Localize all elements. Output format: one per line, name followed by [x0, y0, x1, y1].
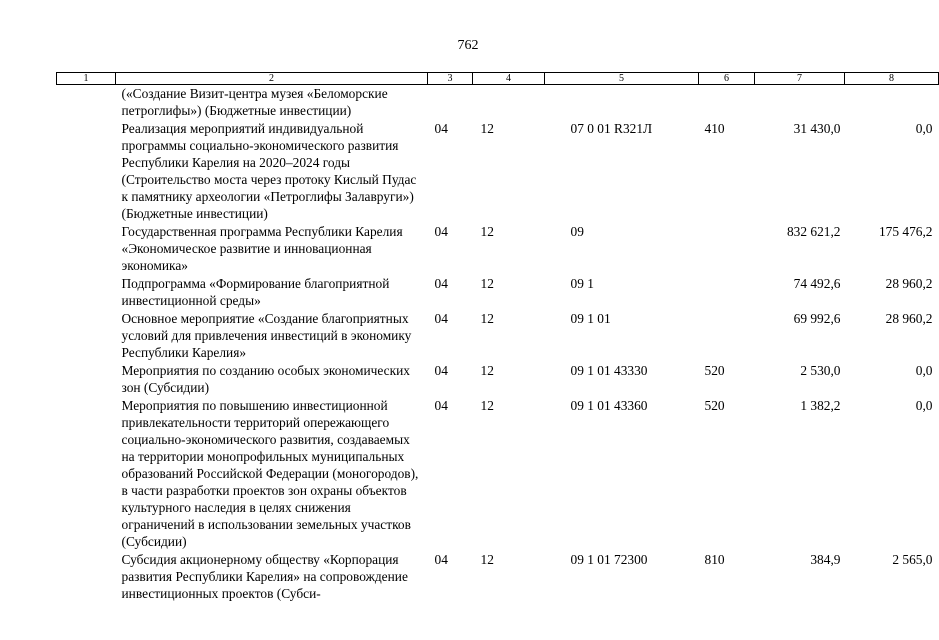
- column-header-5: 5: [545, 73, 699, 85]
- column-header-6: 6: [699, 73, 755, 85]
- amount-col8: [845, 85, 939, 121]
- table-row: [57, 397, 939, 551]
- section-code: 04: [434, 311, 448, 326]
- subsection-code: 12: [480, 398, 494, 413]
- target-article-code: 09 1 01 43360: [570, 398, 648, 413]
- amount-col7: 69 992,6: [793, 311, 841, 326]
- subsection-code: 12: [480, 224, 494, 239]
- section-code: 04: [434, 121, 448, 136]
- expense-name: Основное мероприятие «Создание благоприятных условий для привлечения инвестиций в экономику Республики Карелия»: [121, 311, 412, 360]
- expense-type-code: 410: [704, 121, 725, 136]
- expense-name: Государственная программа Республики Карелия «Экономическое развитие и инновационная экономика»: [121, 224, 403, 273]
- expense-name: Реализация мероприятий индивидуальной программы социально-экономического развития Республики Карелия на 2020–2024 годы (Строительство моста через протоку Кислый Пудас к памятнику археологии «Петроглифы Залавруги») (Бюджетные инвестиции): [121, 121, 417, 221]
- amount-col7: 74 492,6: [793, 276, 841, 291]
- table-row: [57, 275, 939, 310]
- amount-col7: 384,9: [810, 552, 841, 567]
- expense-name: Мероприятия по повышению инвестиционной привлекательности территорий опережающего социально-экономического развития, создаваемых на территории монопрофильных муниципальных образований Российской Федерации (моногородов), в части разработки проектов зон охраны объектов культурного наследия в целях снижения ограничений в использовании земельных участков (Субсидии): [121, 398, 419, 549]
- expense-type-code: 810: [704, 552, 725, 567]
- target-article-code: 09: [570, 224, 584, 239]
- expense-type-code: [699, 85, 755, 121]
- amount-col8: 0,0: [915, 398, 933, 413]
- row-index-cell: [57, 223, 116, 275]
- target-article-code: 09 1 01: [570, 311, 611, 326]
- subsection-code: [473, 85, 545, 121]
- section-code: 04: [434, 552, 448, 567]
- expense-type-code: [699, 275, 755, 310]
- subsection-code: 12: [480, 363, 494, 378]
- column-header-7: 7: [755, 73, 845, 85]
- expense-name: Мероприятия по созданию особых экономических зон (Субсидии): [121, 363, 410, 395]
- section-code: [428, 85, 473, 121]
- row-index-cell: [57, 362, 116, 397]
- target-article-code: 09 1: [570, 276, 594, 291]
- table-row: [57, 551, 939, 603]
- expense-type-code: [699, 310, 755, 362]
- page-number: 762: [457, 38, 479, 53]
- expense-name: Субсидия акционерному обществу «Корпорация развития Республики Карелия» на сопровождение инвестиционных проектов (Субси-: [121, 552, 408, 601]
- amount-col8: 175 476,2: [878, 224, 933, 239]
- expense-name: Подпрограмма «Формирование благоприятной инвестиционной среды»: [121, 276, 390, 308]
- subsection-code: 12: [480, 276, 494, 291]
- budget-table: [56, 72, 939, 603]
- row-index-cell: [57, 397, 116, 551]
- section-code: 04: [434, 363, 448, 378]
- table-row: [57, 362, 939, 397]
- row-index-cell: [57, 120, 116, 223]
- column-number-header: [57, 73, 939, 85]
- column-header-4: 4: [473, 73, 545, 85]
- subsection-code: 12: [480, 552, 494, 567]
- column-header-3: 3: [428, 73, 473, 85]
- row-index-cell: [57, 310, 116, 362]
- target-article-code: [545, 85, 699, 121]
- expense-type-code: 520: [704, 363, 725, 378]
- expense-type-code: [699, 223, 755, 275]
- section-code: 04: [434, 224, 448, 239]
- amount-col8: 28 960,2: [885, 276, 933, 291]
- section-code: 04: [434, 398, 448, 413]
- amount-col8: 28 960,2: [885, 311, 933, 326]
- target-article-code: 07 0 01 R321Л: [570, 121, 653, 136]
- subsection-code: 12: [480, 311, 494, 326]
- table-row: [57, 310, 939, 362]
- target-article-code: 09 1 01 72300: [570, 552, 648, 567]
- expense-name: («Создание Визит-центра музея «Беломорские петроглифы») (Бюджетные инвестиции): [121, 86, 388, 118]
- target-article-code: 09 1 01 43330: [570, 363, 648, 378]
- amount-col7: 1 382,2: [800, 398, 841, 413]
- amount-col8: 0,0: [915, 363, 933, 378]
- table-row: [57, 223, 939, 275]
- row-index-cell: [57, 551, 116, 603]
- amount-col8: 2 565,0: [892, 552, 933, 567]
- expense-type-code: 520: [704, 398, 725, 413]
- table-row: [57, 85, 939, 121]
- column-header-8: 8: [845, 73, 939, 85]
- amount-col7: [755, 85, 845, 121]
- amount-col7: 31 430,0: [793, 121, 841, 136]
- amount-col7: 832 621,2: [786, 224, 841, 239]
- amount-col7: 2 530,0: [800, 363, 841, 378]
- amount-col8: 0,0: [915, 121, 933, 136]
- column-header-1: 1: [57, 73, 116, 85]
- row-index-cell: [57, 275, 116, 310]
- column-header-2: 2: [116, 73, 428, 85]
- row-index-cell: [57, 85, 116, 121]
- table-row: [57, 120, 939, 223]
- section-code: 04: [434, 276, 448, 291]
- subsection-code: 12: [480, 121, 494, 136]
